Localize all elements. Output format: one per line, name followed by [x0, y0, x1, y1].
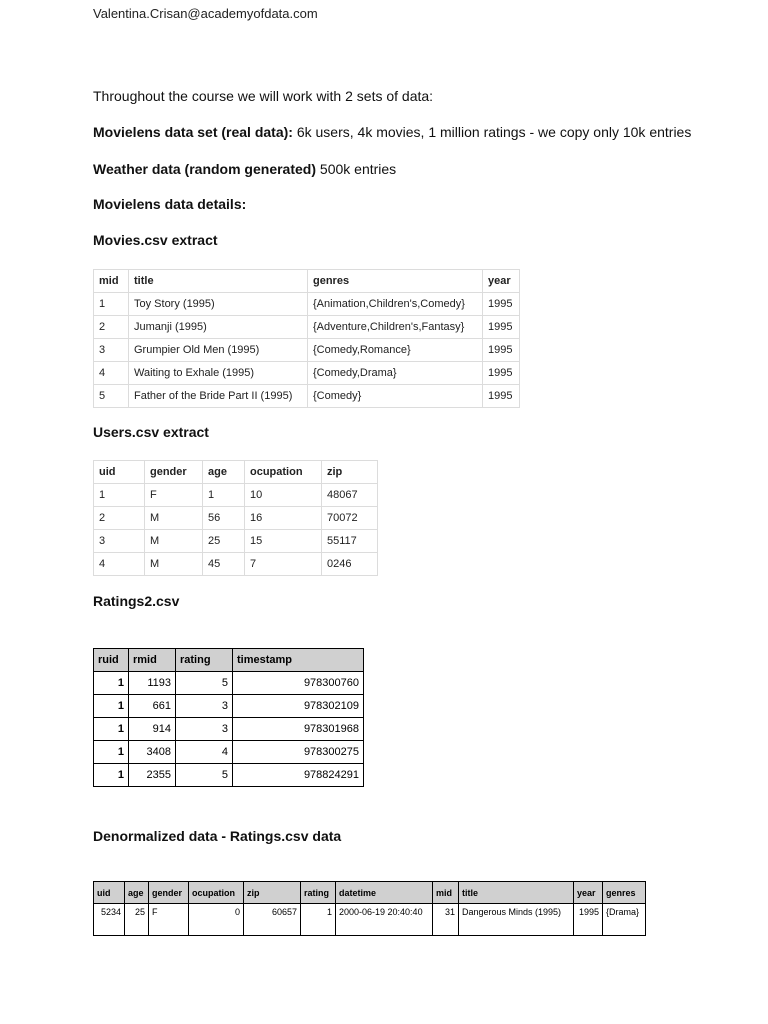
column-header: mid [433, 882, 459, 904]
table-cell: 1 [94, 741, 129, 764]
weather-text: 500k entries [316, 161, 397, 177]
table-cell: 978300760 [233, 672, 364, 695]
column-header: timestamp [233, 649, 364, 672]
movielens-label: Movielens data set (real data): [93, 124, 293, 140]
users-heading: Users.csv extract [93, 424, 209, 440]
column-header: age [125, 882, 149, 904]
table-cell: 55117 [322, 530, 378, 553]
table-cell: 3408 [129, 741, 176, 764]
column-header: genres [308, 270, 483, 293]
table-cell: 2355 [129, 764, 176, 787]
table-cell: M [145, 553, 203, 576]
table-cell: {Comedy,Romance} [308, 339, 483, 362]
table-cell: {Comedy} [308, 385, 483, 408]
table-cell: 1 [94, 718, 129, 741]
table-cell: 1 [94, 484, 145, 507]
denormalized-table [93, 881, 646, 936]
table-row [94, 362, 520, 385]
weather-label: Weather data (random generated) [93, 161, 317, 177]
table-cell: 5 [176, 764, 233, 787]
table-cell: Dangerous Minds (1995) [459, 904, 574, 936]
table-cell: Waiting to Exhale (1995) [129, 362, 308, 385]
table-cell: 1995 [483, 385, 520, 408]
table-header-row [94, 461, 378, 484]
column-header: rating [301, 882, 336, 904]
table-cell: 5234 [94, 904, 125, 936]
table-cell: 1995 [483, 362, 520, 385]
column-header: title [129, 270, 308, 293]
table-row [94, 484, 378, 507]
column-header: zip [244, 882, 301, 904]
table-row [94, 385, 520, 408]
table-row [94, 316, 520, 339]
movielens-text: 6k users, 4k movies, 1 million ratings - we copy only 10k entries [292, 124, 692, 140]
table-cell: 3 [176, 695, 233, 718]
table-cell: 978300275 [233, 741, 364, 764]
table-cell: 31 [433, 904, 459, 936]
table-cell: 16 [245, 507, 322, 530]
details-heading: Movielens data details: [93, 196, 247, 212]
column-header: ocupation [189, 882, 244, 904]
table-cell: 1995 [483, 293, 520, 316]
table-cell: 3 [176, 718, 233, 741]
ratings2-heading: Ratings2.csv [93, 593, 180, 609]
users-table [93, 460, 378, 576]
table-cell: 1995 [574, 904, 603, 936]
ratings2-table [93, 648, 364, 787]
table-row [94, 695, 364, 718]
column-header: title [459, 882, 574, 904]
column-header: rmid [129, 649, 176, 672]
table-cell: 45 [203, 553, 245, 576]
table-cell: 48067 [322, 484, 378, 507]
table-row [94, 672, 364, 695]
table-cell: 1995 [483, 339, 520, 362]
table-cell: 1 [94, 672, 129, 695]
table-cell: {Drama} [603, 904, 646, 936]
column-header: zip [322, 461, 378, 484]
table-cell: 1193 [129, 672, 176, 695]
table-cell: {Comedy,Drama} [308, 362, 483, 385]
table-cell: 10 [245, 484, 322, 507]
table-cell: 661 [129, 695, 176, 718]
table-header-row [94, 270, 520, 293]
movies-table [93, 269, 520, 408]
table-cell: 914 [129, 718, 176, 741]
column-header: uid [94, 882, 125, 904]
table-cell: Toy Story (1995) [129, 293, 308, 316]
table-cell: M [145, 507, 203, 530]
table-cell: 1 [203, 484, 245, 507]
table-cell: 2000-06-19 20:40:40 [336, 904, 433, 936]
table-cell: 60657 [244, 904, 301, 936]
table-row [94, 553, 378, 576]
table-cell: F [149, 904, 189, 936]
table-cell: Grumpier Old Men (1995) [129, 339, 308, 362]
table-cell: 7 [245, 553, 322, 576]
table-cell: 1 [94, 695, 129, 718]
column-header: year [574, 882, 603, 904]
table-row [94, 741, 364, 764]
movielens-description [93, 123, 693, 141]
table-cell: F [145, 484, 203, 507]
column-header: uid [94, 461, 145, 484]
table-cell: Father of the Bride Part II (1995) [129, 385, 308, 408]
table-cell: 4 [176, 741, 233, 764]
table-cell: {Animation,Children's,Comedy} [308, 293, 483, 316]
movies-heading: Movies.csv extract [93, 232, 218, 248]
table-cell: 1 [301, 904, 336, 936]
table-cell: 4 [94, 553, 145, 576]
table-cell: 25 [203, 530, 245, 553]
column-header: ocupation [245, 461, 322, 484]
table-cell: 3 [94, 530, 145, 553]
table-cell: 2 [94, 316, 129, 339]
intro-line: Throughout the course we will work with 2 sets of data: [93, 88, 434, 104]
author-email: Valentina.Crisan@academyofdata.com [93, 6, 318, 21]
denorm-heading: Denormalized data - Ratings.csv data [93, 828, 342, 844]
table-cell: Jumanji (1995) [129, 316, 308, 339]
column-header: datetime [336, 882, 433, 904]
table-row [94, 507, 378, 530]
table-cell: 4 [94, 362, 129, 385]
table-cell: 2 [94, 507, 145, 530]
column-header: gender [145, 461, 203, 484]
table-cell: M [145, 530, 203, 553]
table-cell: 70072 [322, 507, 378, 530]
column-header: gender [149, 882, 189, 904]
table-row [94, 904, 646, 936]
table-cell: 1 [94, 764, 129, 787]
table-cell: 978302109 [233, 695, 364, 718]
table-cell: {Adventure,Children's,Fantasy} [308, 316, 483, 339]
table-cell: 15 [245, 530, 322, 553]
table-cell: 978301968 [233, 718, 364, 741]
weather-description [93, 160, 693, 178]
table-cell: 3 [94, 339, 129, 362]
column-header: rating [176, 649, 233, 672]
table-cell: 5 [176, 672, 233, 695]
table-row [94, 339, 520, 362]
table-cell: 1 [94, 293, 129, 316]
table-row [94, 530, 378, 553]
table-header-row [94, 649, 364, 672]
table-cell: 25 [125, 904, 149, 936]
table-row [94, 764, 364, 787]
column-header: year [483, 270, 520, 293]
column-header: mid [94, 270, 129, 293]
table-header-row [94, 882, 646, 904]
column-header: ruid [94, 649, 129, 672]
table-cell: 1995 [483, 316, 520, 339]
column-header: genres [603, 882, 646, 904]
table-row [94, 293, 520, 316]
table-cell: 0246 [322, 553, 378, 576]
table-row [94, 718, 364, 741]
table-cell: 978824291 [233, 764, 364, 787]
table-cell: 5 [94, 385, 129, 408]
table-cell: 0 [189, 904, 244, 936]
table-cell: 56 [203, 507, 245, 530]
column-header: age [203, 461, 245, 484]
